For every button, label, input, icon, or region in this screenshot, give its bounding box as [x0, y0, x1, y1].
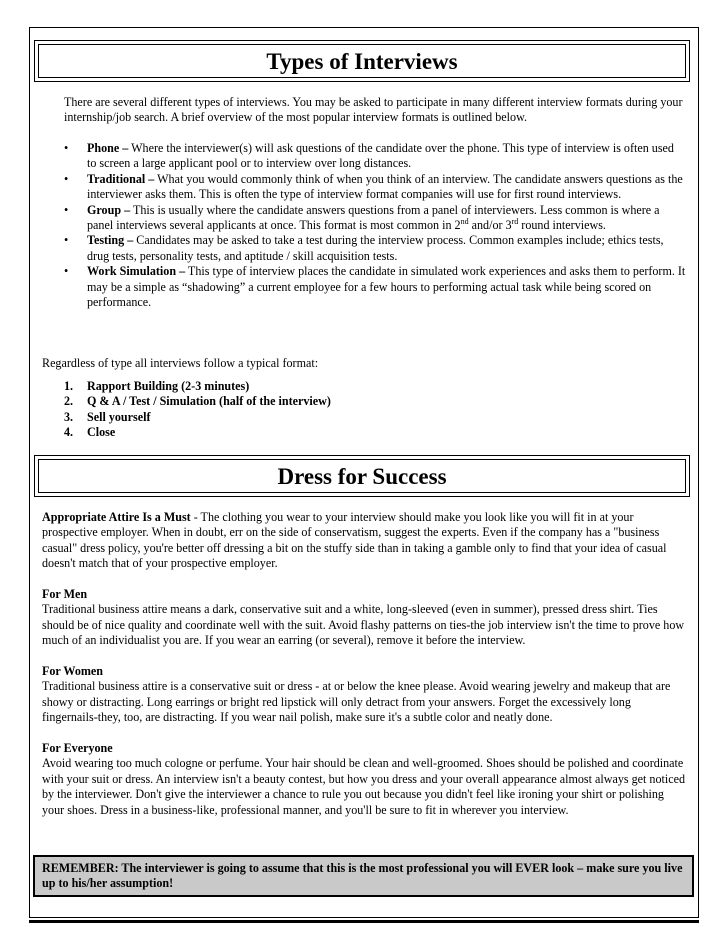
everyone-heading: For Everyone [42, 741, 113, 756]
format-intro: Regardless of type all interviews follow a typical format: [42, 356, 319, 370]
bullet-term: Work Simulation – [87, 264, 186, 279]
list-item [64, 425, 664, 440]
step-label: Q & A / Test / Simulation (half of the interview) [87, 394, 331, 409]
women-paragraph [42, 664, 687, 726]
bullet-term: Testing – [87, 233, 134, 248]
bullet-text: and/or 3 [468, 218, 512, 233]
women-text: Traditional business attire is a conservative suit or dress - at or below the knee please. Avoid wearing jewelry and makeup that are showy or distracting. Long earrings or bright red lipstick will only detract from your answers. Forget the excessively long fingernails-they, too, are distracting. If you wear nail polish, make sure it's a subtle color and neatly done. [42, 679, 671, 725]
interview-format-steps [64, 379, 664, 441]
types-header-box [34, 40, 690, 82]
attire-text: - The clothing you wear to your interview should make you look like you will fit in at your prospective employer. When in doubt, err on the side of conservatism, suggest the experts. Even if the company has a "business casual" dress policy, you're better off dressing a bit on the stuffy side than in taking a gamble only to find that your idea of casual doesn't match that of your prospective employer. [42, 510, 667, 571]
list-item [64, 394, 664, 409]
women-heading: For Women [42, 664, 104, 679]
everyone-text: Avoid wearing too much cologne or perfume. Your hair should be clean and well-groomed. Shoes should be polished and coordinate with your suit or dress. An interview isn't a beauty contest, but how you dress and your overall appearance almost always get noticed by the interviewer. Don't give the interviewer a chance to rule you out because you didn't feel like ironing your shirt or polishing your shoes. Dress in a business-like, professional manner, and you'll be sure to fit in wherever you interview. [42, 756, 685, 817]
bullet-text: Candidates may be asked to take a test during the interview process. Common examples include; ethics tests, drug tests, personality tests, and aptitude / skill acquisition tests. [87, 233, 664, 263]
list-item [64, 233, 686, 264]
men-paragraph [42, 587, 687, 649]
bullet-text: This is usually where the candidate answers questions from a panel of interviewers. Less common is where a panel interviews several applicants at once. This format is most common in 2 [87, 202, 660, 233]
attire-heading: Appropriate Attire Is a Must [42, 510, 191, 524]
bullet-text: What you would commonly think of when you think of an interview. The candidate answers questions as the interviewer asks them. This is often the type of interview format companies will use for first round interviews. [87, 171, 683, 202]
list-item [64, 172, 686, 203]
list-item [64, 203, 686, 234]
bullet-text: round interviews. [518, 218, 606, 233]
bullet-glyph: • [64, 171, 69, 186]
bullet-term: Phone – [87, 141, 129, 155]
men-heading: For Men [42, 587, 88, 602]
step-label: Close [87, 425, 116, 440]
dress-section [42, 510, 687, 833]
list-item [64, 264, 686, 310]
step-number: 2. [64, 394, 74, 409]
page-bottom-rule [29, 920, 699, 923]
bullet-text: This type of interview places the candidate in simulated work experiences and asks them to perform. It may be a simple as “shadowing” a current employee for a few hours to performing actual task while being scored on performance. [87, 264, 686, 310]
bullet-glyph: • [64, 264, 69, 279]
step-number: 4. [64, 425, 74, 440]
bullet-glyph: • [64, 233, 69, 248]
bullet-glyph: • [64, 202, 69, 217]
dress-header-box [34, 455, 690, 497]
list-item [64, 141, 686, 172]
intro-paragraph: There are several different types of interviews. You may be asked to participate in many different interview formats during your internship/job search. A brief overview of the most popular interview formats is outlined below. [64, 95, 683, 125]
interview-types-list [64, 141, 686, 310]
bullet-text: Where the interviewer(s) will ask questions of the candidate over the phone. This type of interview is often used to screen a large applicant pool or to interview over long distances. [87, 141, 674, 171]
reminder-callout: REMEMBER: The interviewer is going to assume that this is the most professional you will EVER look – make sure you live up to his/her assumption! [33, 855, 694, 897]
list-item [64, 379, 664, 394]
step-number: 1. [64, 379, 74, 393]
bullet-glyph: • [64, 141, 69, 155]
list-item [64, 410, 664, 425]
types-title: Types of Interviews [266, 49, 458, 74]
attire-paragraph [42, 510, 687, 572]
superscript-rd: rd [511, 217, 519, 226]
bullet-term: Group – [87, 202, 131, 217]
everyone-paragraph [42, 741, 687, 818]
dress-title: Dress for Success [277, 464, 447, 489]
step-number: 3. [64, 409, 74, 424]
superscript-nd: nd [460, 217, 469, 226]
bullet-term: Traditional – [87, 171, 155, 186]
step-label: Rapport Building (2-3 minutes) [87, 379, 250, 393]
step-label: Sell yourself [87, 409, 151, 424]
men-text: Traditional business attire means a dark, conservative suit and a white, long-sleeved (even in summer), pressed dress shirt. Ties should be of nice quality and coordinate well with the suit. Avoid flashy patterns on ties-the job interview isn't the time to prove how much of an individualist you are. If you wear an earring (or several), remove it before the interview. [42, 602, 685, 648]
